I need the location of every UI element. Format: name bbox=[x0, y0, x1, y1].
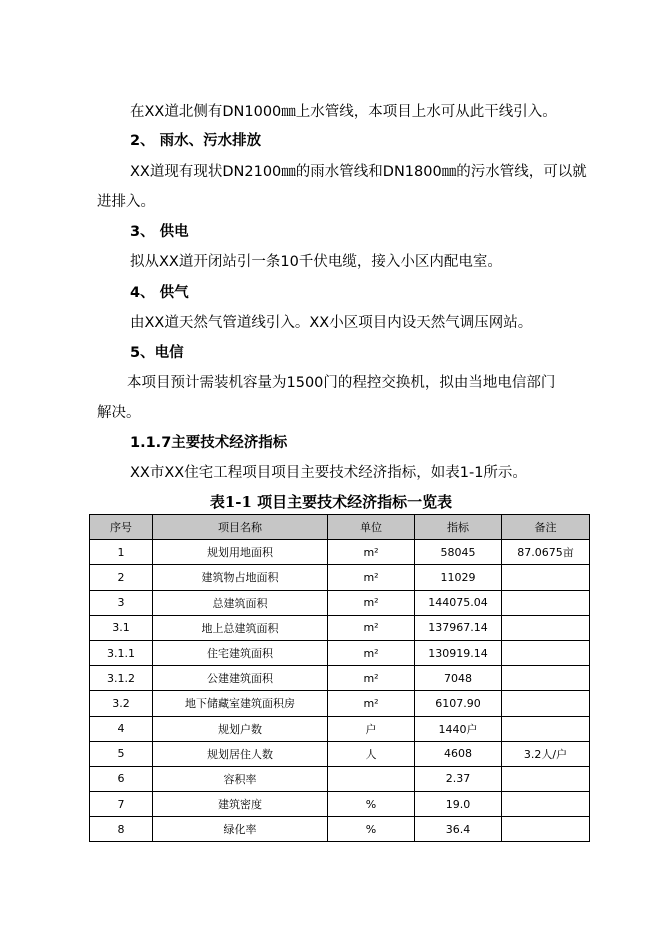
cell-unit: % bbox=[328, 792, 415, 817]
heading-gas: 4、 供气 bbox=[130, 285, 189, 301]
cell-remark bbox=[502, 640, 590, 665]
cell-remark bbox=[502, 565, 590, 590]
heading-indicators: 1.1.7主要技术经济指标 bbox=[130, 435, 288, 451]
cell-index: 6 bbox=[90, 766, 153, 791]
cell-value: 36.4 bbox=[415, 817, 502, 842]
cell-value: 19.0 bbox=[415, 792, 502, 817]
cell-unit: 户 bbox=[328, 716, 415, 741]
header-index: 序号 bbox=[90, 515, 153, 540]
cell-remark bbox=[502, 590, 590, 615]
cell-index: 8 bbox=[90, 817, 153, 842]
header-unit: 单位 bbox=[328, 515, 415, 540]
header-item-name: 项目名称 bbox=[153, 515, 328, 540]
cell-index: 2 bbox=[90, 565, 153, 590]
cell-value: 58045 bbox=[415, 540, 502, 565]
cell-unit: % bbox=[328, 817, 415, 842]
cell-remark bbox=[502, 817, 590, 842]
cell-value: 4608 bbox=[415, 741, 502, 766]
table-row bbox=[90, 615, 590, 640]
cell-item-name: 建筑物占地面积 bbox=[153, 565, 328, 590]
cell-value: 130919.14 bbox=[415, 640, 502, 665]
cell-remark bbox=[502, 615, 590, 640]
header-value: 指标 bbox=[415, 515, 502, 540]
cell-item-name: 规划用地面积 bbox=[153, 540, 328, 565]
table-row bbox=[90, 590, 590, 615]
cell-item-name: 建筑密度 bbox=[153, 792, 328, 817]
cell-item-name: 公建建筑面积 bbox=[153, 666, 328, 691]
cell-remark bbox=[502, 792, 590, 817]
cell-index: 3.1 bbox=[90, 615, 153, 640]
cell-unit: 人 bbox=[328, 741, 415, 766]
paragraph-gas: 由XX道天然气管道线引入。XX小区项目内设天然气调压网站。 bbox=[130, 315, 533, 331]
cell-unit: m² bbox=[328, 540, 415, 565]
cell-remark bbox=[502, 691, 590, 716]
cell-index: 1 bbox=[90, 540, 153, 565]
paragraph-rain-sewage-1: XX道现有现状DN2100㎜的雨水管线和DN1800㎜的污水管线，可以就 bbox=[130, 164, 587, 180]
cell-value: 6107.90 bbox=[415, 691, 502, 716]
table-row bbox=[90, 640, 590, 665]
table-title: 表1-1 项目主要技术经济指标一览表 bbox=[209, 493, 453, 511]
table-row bbox=[90, 741, 590, 766]
cell-remark bbox=[502, 716, 590, 741]
table-row bbox=[90, 565, 590, 590]
cell-item-name: 地下储藏室建筑面积房 bbox=[153, 691, 328, 716]
paragraph-power: 拟从XX道开闭站引一条10千伏电缆，接入小区内配电室。 bbox=[130, 254, 502, 270]
cell-index: 4 bbox=[90, 716, 153, 741]
cell-item-name: 住宅建筑面积 bbox=[153, 640, 328, 665]
cell-value: 144075.04 bbox=[415, 590, 502, 615]
cell-unit bbox=[328, 766, 415, 791]
table-row bbox=[90, 817, 590, 842]
cell-value: 11029 bbox=[415, 565, 502, 590]
cell-value: 137967.14 bbox=[415, 615, 502, 640]
cell-unit: m² bbox=[328, 615, 415, 640]
cell-item-name: 总建筑面积 bbox=[153, 590, 328, 615]
cell-remark bbox=[502, 666, 590, 691]
heading-power: 3、 供电 bbox=[130, 224, 189, 240]
table-row bbox=[90, 666, 590, 691]
indicators-table bbox=[89, 514, 590, 842]
cell-unit: m² bbox=[328, 666, 415, 691]
cell-index: 3 bbox=[90, 590, 153, 615]
table-row bbox=[90, 792, 590, 817]
cell-remark: 87.0675亩 bbox=[502, 540, 590, 565]
paragraph-rain-sewage-2: 进排入。 bbox=[97, 194, 155, 210]
cell-value: 7048 bbox=[415, 666, 502, 691]
header-remark: 备注 bbox=[502, 515, 590, 540]
table-row bbox=[90, 766, 590, 791]
paragraph-telecom-2: 解决。 bbox=[97, 405, 141, 421]
cell-index: 5 bbox=[90, 741, 153, 766]
cell-remark: 3.2人/户 bbox=[502, 741, 590, 766]
table-row bbox=[90, 540, 590, 565]
cell-item-name: 地上总建筑面积 bbox=[153, 615, 328, 640]
cell-item-name: 规划户数 bbox=[153, 716, 328, 741]
cell-remark bbox=[502, 766, 590, 791]
table-row bbox=[90, 716, 590, 741]
cell-index: 3.1.2 bbox=[90, 666, 153, 691]
table-row bbox=[90, 691, 590, 716]
heading-telecom: 5、电信 bbox=[130, 345, 184, 361]
cell-item-name: 绿化率 bbox=[153, 817, 328, 842]
paragraph-indicators: XX市XX住宅工程项目项目主要技术经济指标，如表1-1所示。 bbox=[130, 465, 527, 481]
table-body bbox=[90, 540, 590, 842]
cell-index: 3.1.1 bbox=[90, 640, 153, 665]
cell-item-name: 规划居住人数 bbox=[153, 741, 328, 766]
cell-value: 1440户 bbox=[415, 716, 502, 741]
cell-unit: m² bbox=[328, 590, 415, 615]
cell-index: 7 bbox=[90, 792, 153, 817]
cell-unit: m² bbox=[328, 640, 415, 665]
heading-rain-sewage: 2、 雨水、污水排放 bbox=[130, 133, 262, 149]
paragraph-telecom-1: 本项目预计需装机容量为1500门的程控交换机，拟由当地电信部门 bbox=[127, 375, 556, 391]
cell-item-name: 容积率 bbox=[153, 766, 328, 791]
table-header-row bbox=[90, 515, 590, 540]
cell-value: 2.37 bbox=[415, 766, 502, 791]
cell-unit: m² bbox=[328, 565, 415, 590]
paragraph-water-supply: 在XX道北侧有DN1000㎜上水管线，本项目上水可从此干线引入。 bbox=[130, 104, 557, 120]
cell-index: 3.2 bbox=[90, 691, 153, 716]
cell-unit: m² bbox=[328, 691, 415, 716]
